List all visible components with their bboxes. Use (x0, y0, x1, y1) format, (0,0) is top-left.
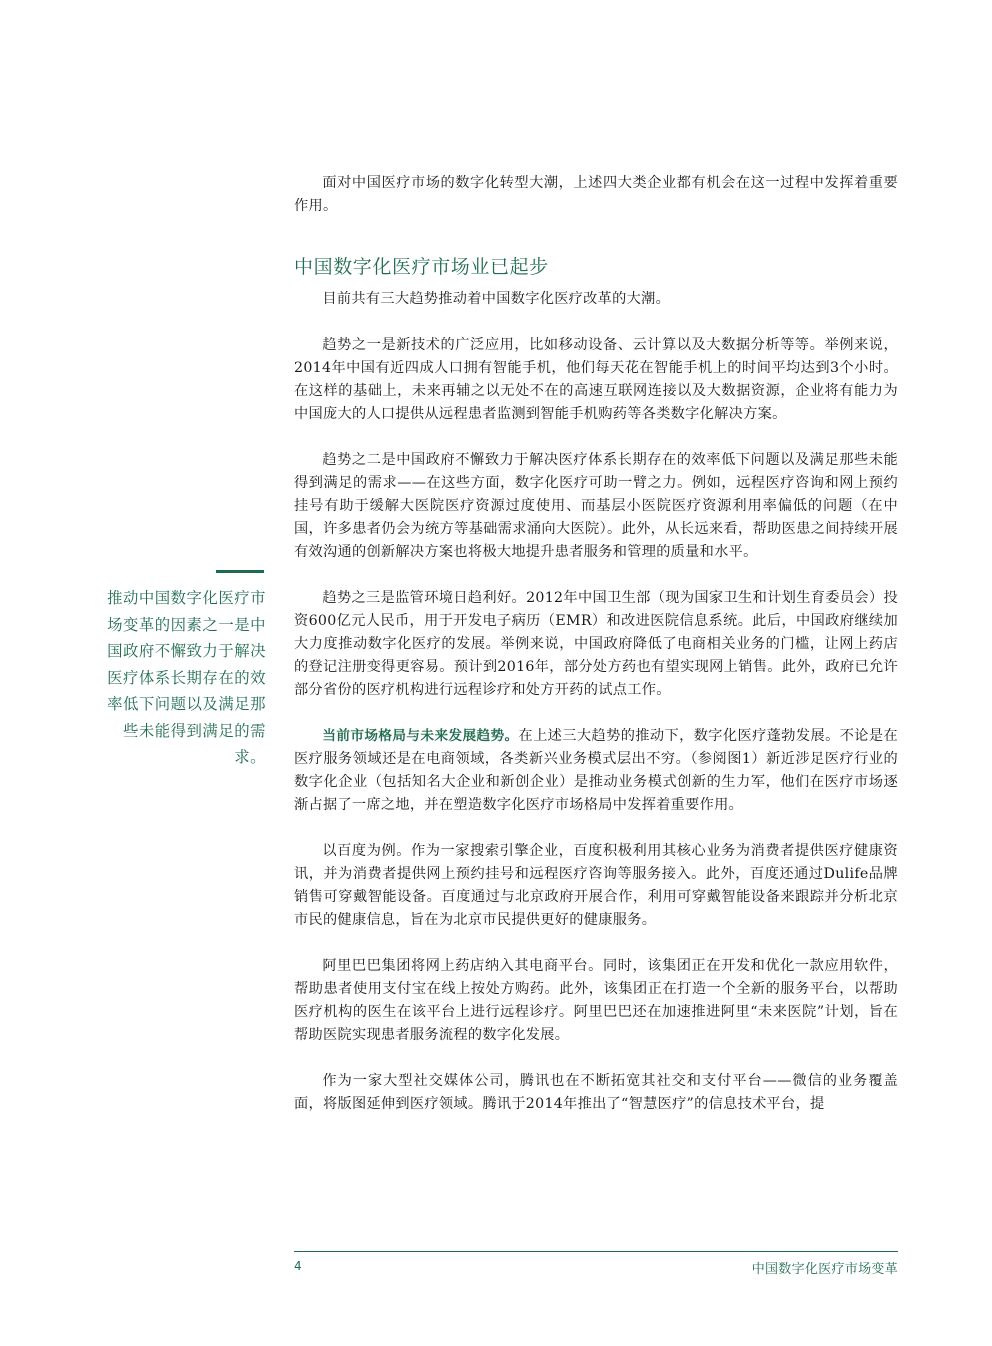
trend-two-paragraph: 趋势之二是中国政府不懈致力于解决医疗体系长期存在的效率低下问题以及满足那些未能得到满足的需求——在这些方面，数字化医疗可助一臂之力。例如，远程医疗咨询和网上预约挂号有助于缓解大医院医疗资源过度使用、而基层小医院医疗资源利用率偏低的问题（在中国，许多患者仍会为统方等基础需求涌向大医院）。此外，从长远来看，帮助医患之间持续开展有效沟通的创新解决方案也将极大地提升患者服务和管理的质量和水平。 (294, 452, 898, 560)
market-inline-heading: 当前市场格局与未来发展趋势。 (322, 728, 519, 744)
lead-paragraph: 目前共有三大趋势推动着中国数字化医疗改革的大潮。 (322, 291, 671, 307)
alibaba-paragraph: 阿里巴巴集团将网上药店纳入其电商平台。同时，该集团正在开发和优化一款应用软件，帮助患者使用支付宝在线上按处方购药。此外，该集团正在打造一个全新的服务平台，以帮助医疗机构的医生在该平台上进行远程诊疗。阿里巴巴还在加速推进阿里“未来医院”计划，旨在帮助医院实现患者服务流程的数字化发展。 (294, 958, 898, 1043)
trend-one-paragraph: 趋势之一是新技术的广泛应用，比如移动设备、云计算以及大数据分析等等。举例来说，2014年中国有近四成人口拥有智能手机，他们每天花在智能手机上的时间平均达到3个小时。在这样的基础上，未来再辅之以无处不在的高速互联网连接以及大数据资源，企业将有能力为中国庞大的人口提供从远程患者监测到智能手机购药等各类数字化解决方案。 (294, 337, 898, 422)
pull-quote (98, 570, 266, 771)
market-body: 在上述三大趋势的推动下，数字化医疗蓬勃发展。不论是在医疗服务领域还是在电商领域，各类新兴业务模式层出不穷。（参阅图1）新近涉足医疗行业的数字化企业（包括知名大企业和新创企业）是推动业务模式创新的生力军，他们在医疗市场逐渐占据了一席之地，并在塑造数字化医疗市场格局中发挥着重要作用。 (294, 728, 898, 813)
pull-quote-rule (216, 570, 264, 573)
section-heading: 中国数字化医疗市场业已起步 (294, 256, 549, 278)
trend-three-paragraph: 趋势之三是监管环境日趋利好。2012年中国卫生部（现为国家卫生和计划生育委员会）投资600亿元人民币，用于开发电子病历（EMR）和改进医院信息系统。此后，中国政府继续加大力度推动数字化医疗的发展。举例来说，中国政府降低了电商相关业务的门槛，让网上药店的登记注册变得更容易。预计到2016年，部分处方药也有望实现网上销售。此外，政府已允许部分省份的医疗机构进行远程诊疗和处方开药的试点工作。 (294, 590, 898, 698)
footer-divider (294, 1251, 898, 1252)
market-paragraph (294, 725, 898, 817)
intro-paragraph: 面对中国医疗市场的数字化转型大潮，上述四大类企业都有机会在这一过程中发挥着重要作用。 (294, 175, 898, 214)
main-column (294, 172, 898, 1116)
tencent-paragraph: 作为一家大型社交媒体公司，腾讯也在不断拓宽其社交和支付平台——微信的业务覆盖面，将版图延伸到医疗领域。腾讯于2014年推出了“智慧医疗”的信息技术平台，提 (294, 1073, 898, 1112)
page-number: 4 (294, 1259, 302, 1273)
footer-title: 中国数字化医疗市场变革 (751, 1262, 898, 1277)
pull-quote-text: 推动中国数字化医疗市场变革的因素之一是中国政府不懈致力于解决医疗体系长期存在的效率低下问题以及满足那些未能得到满足的需求。 (107, 589, 266, 766)
baidu-paragraph: 以百度为例。作为一家搜索引擎企业，百度积极利用其核心业务为消费者提供医疗健康资讯，并为消费者提供网上预约挂号和远程医疗咨询等服务接入。此外，百度还通过Dulife品牌销售可穿戴智能设备。百度通过与北京政府开展合作，利用可穿戴智能设备来跟踪并分析北京市民的健康信息，旨在为北京市民提供更好的健康服务。 (294, 843, 898, 928)
